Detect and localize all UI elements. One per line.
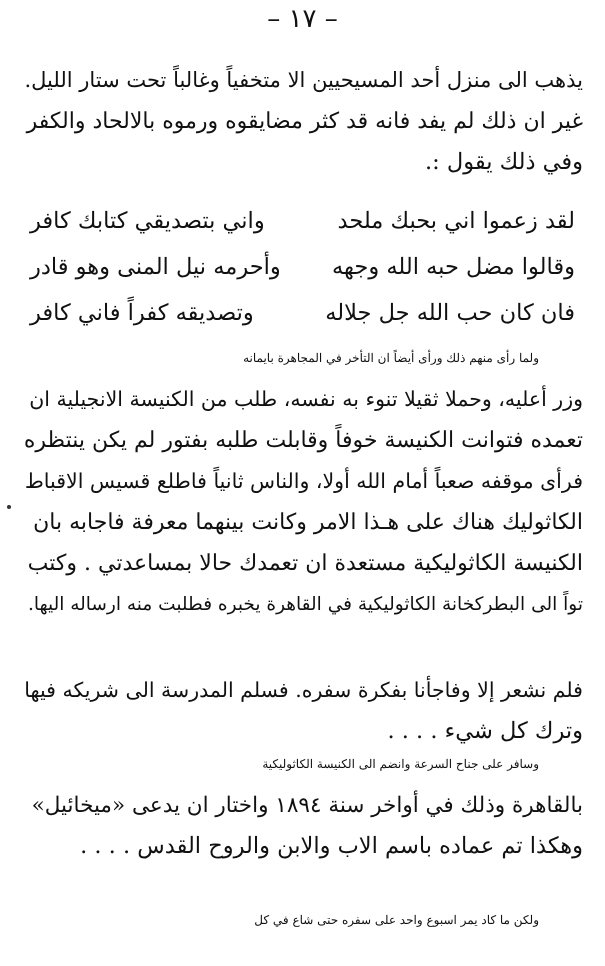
text-line: فرأى موقفه صعباً أمام الله أولا، والناس ثانياً فاطلع قسيس الاقباط (24, 469, 583, 493)
text-line: الكنيسة الكاثوليكية مستعدة ان تعمدك حالا بمساعدتي . وكتب (27, 551, 583, 576)
text-line: بالقاهرة وذلك في أواخر سنة ١٨٩٤ واختار ان يدعى «ميخائيل» (31, 793, 583, 818)
verse-first-hemistich: وقالوا مضل حبه الله وجهه (331, 254, 575, 280)
paragraph-5 (22, 900, 583, 941)
text-line: فلم نشعر إلا وفاجأنا بفكرة سفره. فسلم المدرسة الى شريكه فيها (24, 678, 583, 702)
margin-mark (7, 505, 11, 509)
poem (30, 198, 575, 336)
verse-second-hemistich: وأحرمه نيل المنى وهو قادر (30, 254, 281, 280)
verse-second-hemistich: وتصديقه كفراً فاني كافر (30, 300, 254, 326)
text-line: تعمده فتوانت الكنيسة خوفاً وقابلت طلبه بفتور لم يكن ينتظره (23, 428, 583, 453)
text-line: الكاثوليك هناك على هـذا الامر وكانت بينهما معرفة فاجابه بان (33, 510, 583, 535)
text-line: وترك كل شيء . . . . (387, 718, 583, 744)
verse-first-hemistich: لقد زعموا اني بحبك ملحد (337, 208, 575, 234)
text-line: ولما رأى منهم ذلك ورأى أيضاً ان التأخر في المجاهرة بايمانه (243, 351, 539, 365)
text-line: غير ان ذلك لم يفد فانه قد كثر مضايقوه ورموه بالالحاد والكفر (26, 109, 583, 134)
text-line: وهكذا تم عماده باسم الاب والابن والروح القدس . . . . (80, 833, 583, 859)
text-line: وسافر على جناح السرعة وانضم الى الكنيسة الكاثوليكية (262, 757, 539, 771)
poem-verse (30, 244, 575, 290)
text-line: وزر أعليه، وحملا ثقيلا تنوء به نفسه، طلب من الكنيسة الانجيلية ان (29, 387, 583, 411)
text-line: يذهب الى منزل أحد المسيحيين الا متخفياً وغالباً تحت ستار الليل. (24, 68, 583, 92)
paragraph-3 (22, 670, 583, 752)
poem-verse (30, 290, 575, 336)
paragraph-4 (22, 744, 583, 867)
text-line: وفي ذلك يقول :. (424, 149, 583, 175)
paragraph-1 (22, 60, 583, 183)
verse-second-hemistich: واني بتصديقي كتابك كافر (30, 208, 265, 234)
text-line: تواً الى البطركخانة الكاثوليكية في القاهرة يخبره فطلبت منه ارساله اليها. (27, 594, 583, 615)
poem-verse (30, 198, 575, 244)
verse-first-hemistich: فان كان حب الله جل جلاله (325, 300, 575, 326)
paragraph-2 (22, 338, 583, 625)
text-line: ولكن ما كاد يمر اسبوع واحد على سفره حتى شاع في كل (254, 913, 539, 927)
page-number: – ١٧ – (267, 4, 338, 34)
